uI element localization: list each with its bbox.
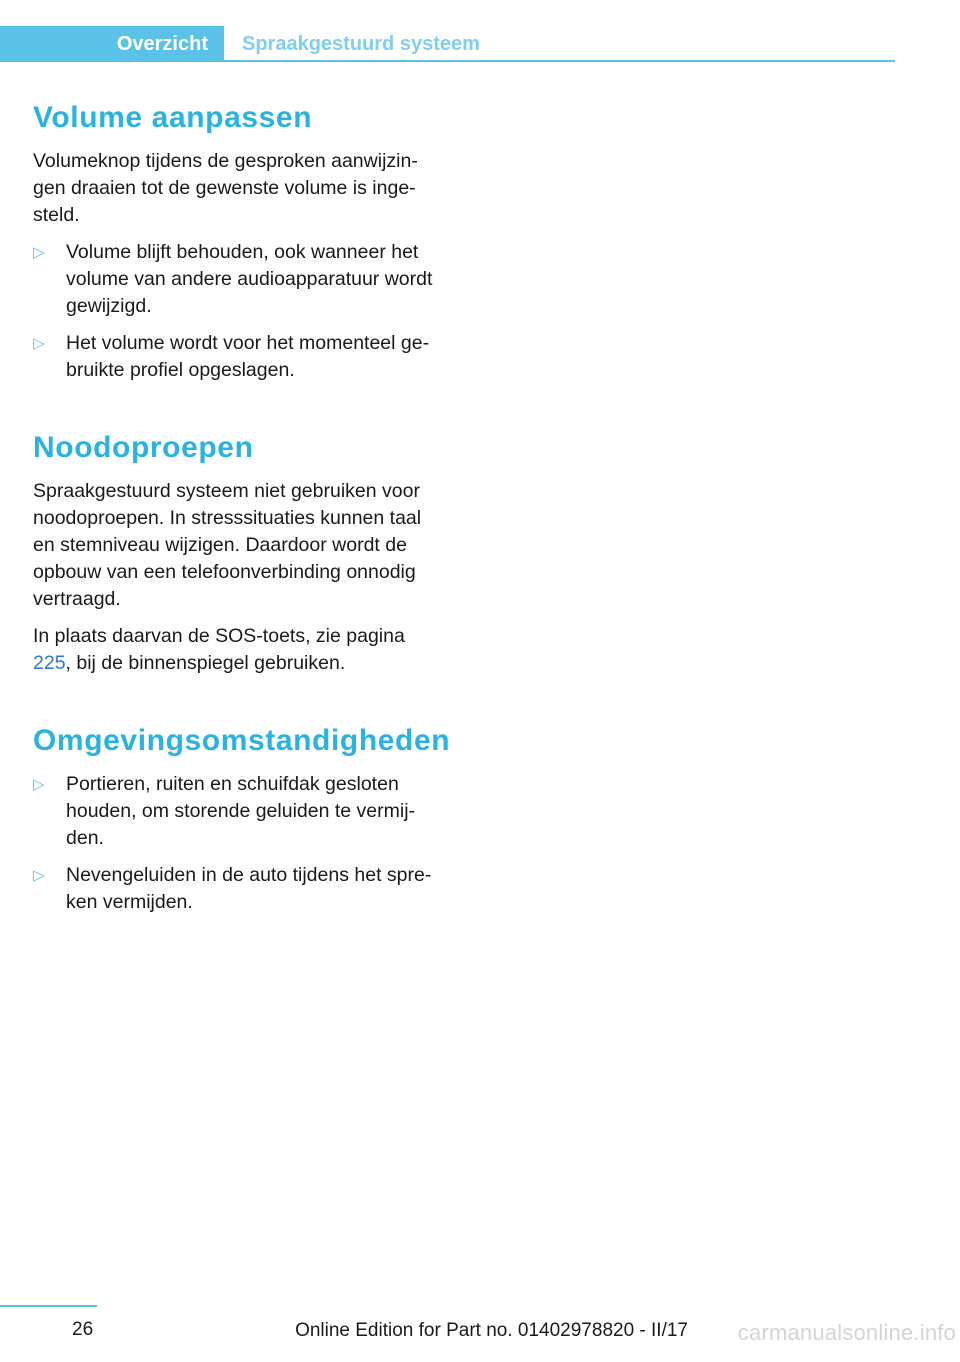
bullet-list-omgeving [33,771,443,916]
bullet-list-volume [33,239,443,384]
triangle-bullet-icon: ▷ [33,776,45,793]
tab-overzicht[interactable]: Overzicht [0,26,224,62]
sos-text-before: In plaats daarvan de SOS-toets, zie pagina [33,625,405,647]
edition-label: Online Edition for Part no. 01402978820 - II/17 [295,1320,688,1341]
list-item [33,771,443,852]
page-link[interactable]: 225 [33,652,66,674]
section-title-noodoproepen: Noodoproepen [33,431,254,464]
page-number: 26 [72,1319,94,1340]
triangle-bullet-icon: ▷ [33,335,45,352]
list-item [33,239,443,320]
sos-text-after: , bij de binnenspiegel gebruiken. [65,652,346,674]
section-title-omgevingsomstandigheden: Omgevingsomstandigheden [33,724,451,757]
list-item-text: Portieren, ruiten en schuifdak gesloten houden, om storende geluiden te vermijden. [66,773,416,849]
section-paragraph-volume: Volumeknop tijdens de gesproken aanwijzingen draaien tot de gewenste volume is ingesteld. [33,150,418,226]
tab-spraakgestuurd-systeem[interactable]: Spraakgestuurd systeem [242,32,480,55]
list-item [33,330,443,384]
list-item [33,862,443,916]
triangle-bullet-icon: ▷ [33,867,45,884]
list-item-text: Het volume wordt voor het momenteel gebruikte profiel opgeslagen. [66,332,430,381]
section-paragraph-noodoproepen: Spraakgestuurd systeem niet gebruiken voor noodoproepen. In stresssituaties kunnen taal en stemniveau wijzigen. Daardoor wordt de opbouw van een telefoonverbinding onnodig vertraagd. [33,480,422,610]
list-item-text: Nevengeluiden in de auto tijdens het spreken vermijden. [66,864,432,913]
watermark: carmanualsonline.info [737,1320,956,1345]
footer-rule [0,1305,97,1307]
triangle-bullet-icon: ▷ [33,244,45,261]
section-paragraph-sos [33,623,443,677]
list-item-text: Volume blijft behouden, ook wanneer het volume van andere audioapparatuur wordt gewijzigd. [66,241,433,317]
page-content [33,98,451,926]
section-title-volume: Volume aanpassen [33,101,313,134]
